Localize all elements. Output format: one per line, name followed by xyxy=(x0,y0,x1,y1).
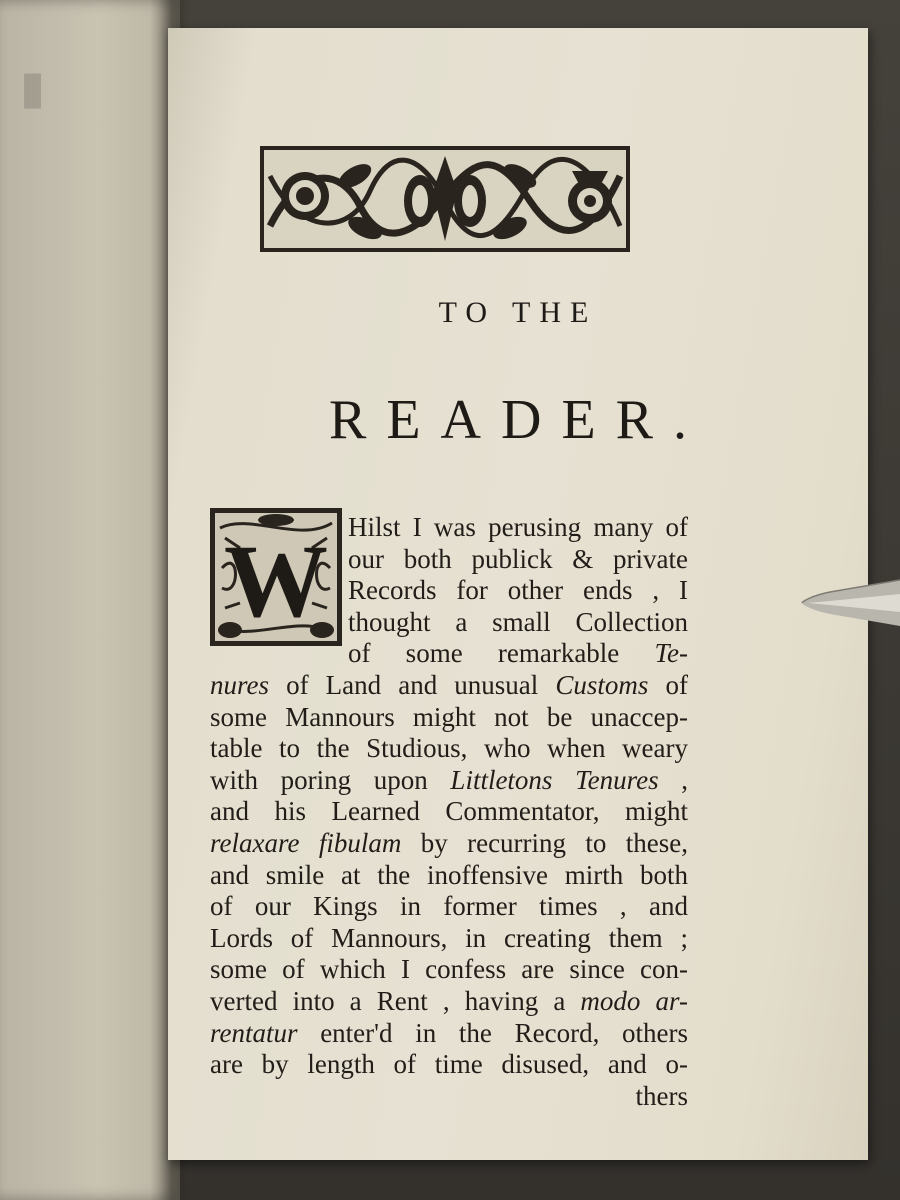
italic-phrase: modo ar- xyxy=(580,986,688,1016)
text-line xyxy=(210,796,688,827)
text-line xyxy=(210,828,688,859)
text-segment: some Mannours might not be unaccep- xyxy=(210,701,688,732)
text-segment: of xyxy=(648,670,688,700)
text-segment: our both publick & private xyxy=(348,543,688,574)
heading-reader: READER. xyxy=(329,389,707,451)
text-segment: , xyxy=(658,764,688,795)
text-line xyxy=(348,575,688,606)
text-segment: of Land and unusual xyxy=(269,670,556,700)
text-line xyxy=(210,860,688,891)
book-page xyxy=(168,28,868,1160)
text-line xyxy=(210,986,688,1017)
text-segment: and smile at the inoffensive mirth both xyxy=(210,859,688,890)
text-line xyxy=(348,607,688,638)
text-line xyxy=(210,1018,688,1049)
text-segment: Hilst I was perusing many of xyxy=(348,512,688,542)
text-segment: of some remarkable xyxy=(348,638,655,669)
text-line xyxy=(210,702,688,733)
italic-phrase: Te- xyxy=(654,638,688,669)
text-line xyxy=(210,765,688,796)
text-line xyxy=(210,670,688,701)
text-line xyxy=(210,923,688,954)
italic-phrase: nures xyxy=(210,670,269,700)
text-line xyxy=(348,638,688,669)
text-segment: table to the Studious, who when weary xyxy=(210,733,688,764)
text-segment: by recurring to these, xyxy=(401,828,689,858)
text-line xyxy=(210,1081,688,1112)
text-line xyxy=(210,891,688,922)
text-line xyxy=(348,544,688,575)
text-segment: and his Learned Commentator, might xyxy=(210,796,688,827)
text-line xyxy=(210,1049,688,1080)
italic-phrase: relaxare fibulam xyxy=(210,828,402,858)
text-segment: verted into a Rent , having a xyxy=(210,986,581,1016)
text-segment: thers xyxy=(635,1080,688,1111)
text-segment: thought a small Collection xyxy=(348,606,688,637)
reader-preface-text xyxy=(168,28,868,1160)
text-line xyxy=(210,954,688,985)
drop-cap-letter: W xyxy=(224,524,328,639)
page-holder-pointer xyxy=(800,570,900,634)
text-line xyxy=(348,512,688,543)
text-segment: enter'd in the Record, others xyxy=(297,1017,688,1048)
italic-phrase: Customs xyxy=(555,670,649,700)
italic-phrase: rentatur xyxy=(210,1017,298,1048)
italic-phrase: Littletons Tenures xyxy=(450,764,659,795)
text-segment: of our Kings in former times , and xyxy=(210,891,688,922)
heading-to-the: TO THE xyxy=(438,296,598,329)
text-segment: Lords of Mannours, in creating them ; xyxy=(210,922,688,953)
text-segment: are by length of time disused, and o- xyxy=(210,1049,688,1080)
bleed-through-mark: ▮ xyxy=(20,60,46,114)
text-segment: with poring upon xyxy=(210,764,451,795)
text-line xyxy=(210,733,688,764)
text-segment: Records for other ends , I xyxy=(348,575,688,606)
text-segment: some of which I confess are since con- xyxy=(210,954,688,985)
